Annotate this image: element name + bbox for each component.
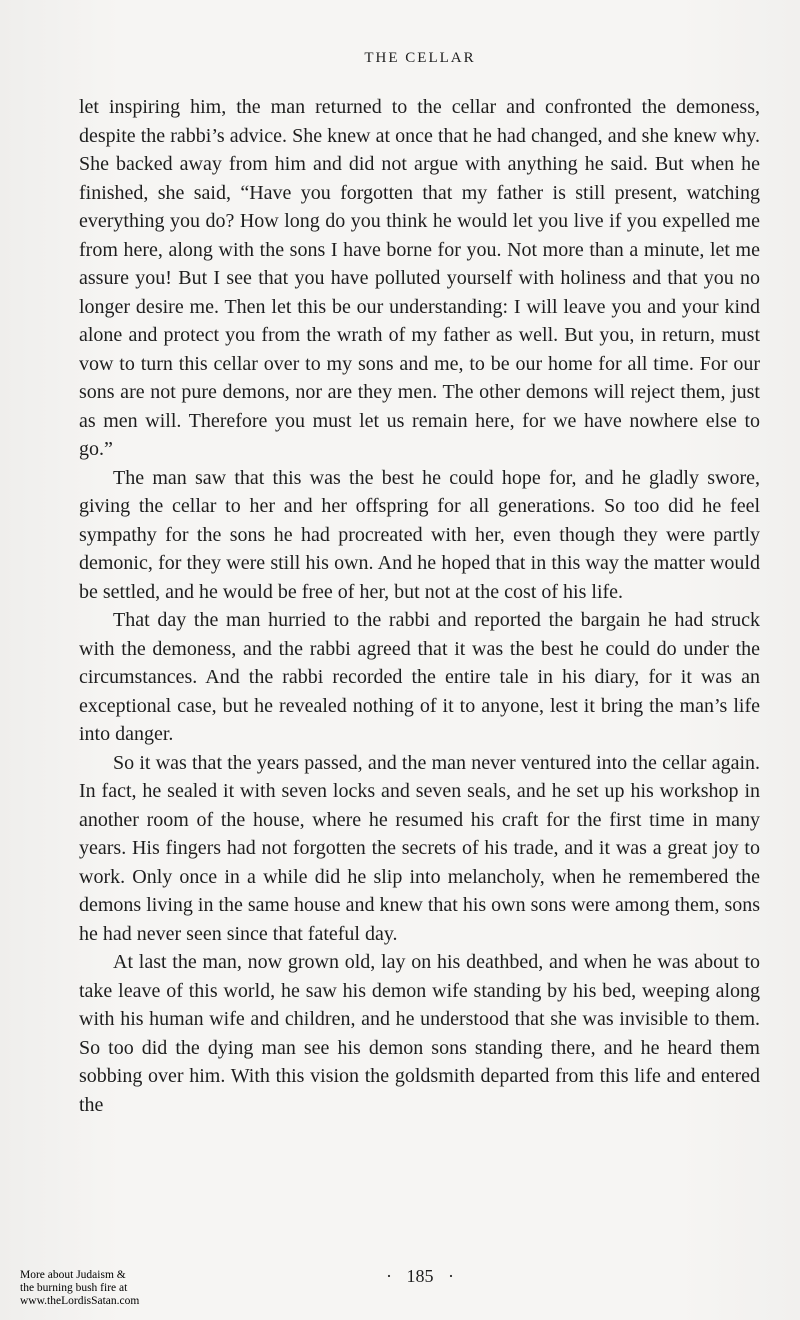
body-text <box>79 93 760 1119</box>
footer-note-link[interactable]: www.theLordisSatan.com <box>20 1295 140 1307</box>
paragraph: let inspiring him, the man returned to the cellar and confronted the demoness, despite the rabbi’s advice. She knew at once that he had changed, and she knew why. She backed away from him and did not argue with anything he said. But when he finished, she said, “Have you forgotten that my father is still present, watching everything you do? How long do you think he would let you live if you expelled me from here, along with the sons I have borne for you. Not more than a minute, let me assure you! But I see that you have polluted yourself with holiness and that you no longer desire me. Then let this be our understanding: I will leave you and your kind alone and protect you from the wrath of my father as well. But you, in return, must vow to turn this cellar over to my sons and me, to be our home for all time. For our sons are not pure demons, nor are they men. The other demons will reject them, just as men will. Therefore you must let us remain here, for we have nowhere else to go.” <box>79 96 760 460</box>
footer-note <box>20 1269 180 1308</box>
page-number: · 185 · <box>386 1266 454 1286</box>
paragraph: The man saw that this was the best he could hope for, and he gladly swore, giving the cellar to her and her offspring for all generations. So too did he feel sympathy for the sons he had procreated with her, even though they were partly demonic, for they were still his own. And he hoped that in this way the matter would be settled, and he would be free of her, but not at the cost of his life. <box>79 466 760 603</box>
footer-note-line: More about Judaism & <box>20 1269 126 1281</box>
footer-note-line: the burning bush fire at <box>20 1282 128 1294</box>
running-head: THE CELLAR <box>364 50 476 66</box>
paragraph: So it was that the years passed, and the man never ventured into the cellar again. In fact, he sealed it with seven locks and seven seals, and he set up his workshop in another room of the house, where he resumed his craft for the first time in many years. His fingers had not forgotten the secrets of his trade, and it was a great joy to work. Only once in a while did he slip into melancholy, when he remembered the demons living in the same house and knew that his own sons were among them, sons he had never seen since that fateful day. <box>79 751 761 945</box>
paragraph: That day the man hurried to the rabbi and reported the bargain he had struck with the demoness, and the rabbi agreed that it was the best he could do under the circumstances. And the rabbi recorded the entire tale in his diary, for it was an exceptional case, but he revealed nothing of it to anyone, lest it bring the man’s life into danger. <box>79 609 760 745</box>
paragraph: At last the man, now grown old, lay on his deathbed, and when he was about to take leave of this world, he saw his demon wife standing by his bed, weeping along with his human wife and children, and he understood that she was invisible to them. So too did the dying man see his demon sons standing there, and he heard them sobbing over him. With this vision the goldsmith departed from this life and entered the <box>79 951 760 1116</box>
